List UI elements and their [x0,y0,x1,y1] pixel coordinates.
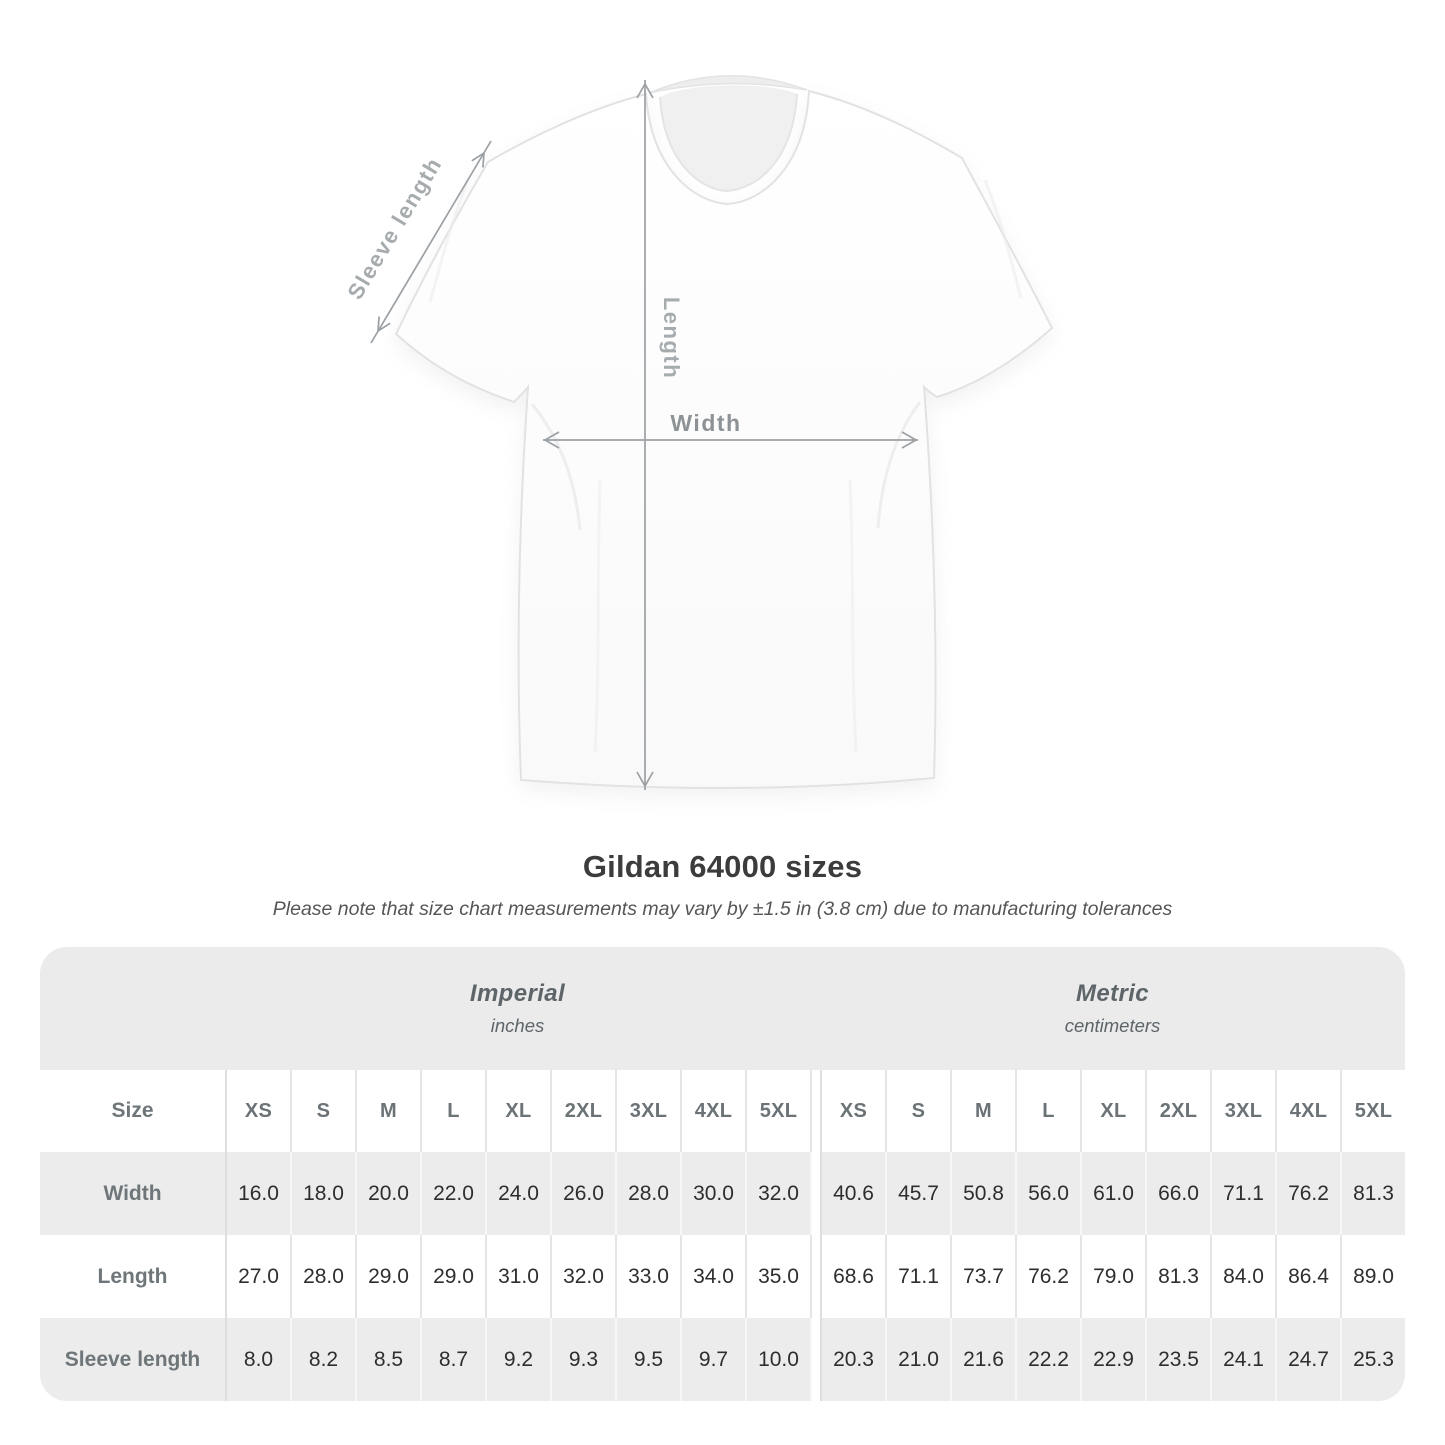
value-cell: 61.0 [1080,1152,1145,1235]
sleeve-length-label: Sleeve length [342,152,447,304]
value-cell: 8.0 [225,1318,290,1401]
value-cell: 24.0 [485,1152,550,1235]
units-header-metric [820,947,1405,1070]
row-label: Sleeve length [64,1347,201,1371]
value-cell: 28.0 [290,1235,355,1318]
value-cell: 22.2 [1015,1318,1080,1401]
value-cell: 20.0 [355,1152,420,1235]
value-cell: 50.8 [950,1152,1015,1235]
value-cell: 81.3 [1145,1235,1210,1318]
value-cell: 22.0 [420,1152,485,1235]
measurement-row [40,1235,1405,1318]
size-header-cell: XL [1080,1070,1145,1152]
value-cell: 66.0 [1145,1152,1210,1235]
value-cell: 29.0 [420,1235,485,1318]
value-cell: 16.0 [225,1152,290,1235]
value-cell: 21.0 [885,1318,950,1401]
size-header-cell: 5XL [1340,1070,1405,1152]
size-header-cell: XS [820,1070,885,1152]
value-cell: 21.6 [950,1318,1015,1401]
value-cell: 76.2 [1275,1152,1340,1235]
imperial-sublabel: inches [490,1015,545,1036]
size-header-cell: 2XL [1145,1070,1210,1152]
metric-label: Metric [1075,980,1150,1007]
value-cell: 89.0 [1340,1235,1405,1318]
value-cell: 22.9 [1080,1318,1145,1401]
value-cell: 81.3 [1340,1152,1405,1235]
size-header-cell: M [355,1070,420,1152]
value-cell: 40.6 [820,1152,885,1235]
value-cell: 24.1 [1210,1318,1275,1401]
value-cell: 33.0 [615,1235,680,1318]
value-cell: 23.5 [1145,1318,1210,1401]
value-cell: 73.7 [950,1235,1015,1318]
value-cell: 34.0 [680,1235,745,1318]
value-cell: 9.5 [615,1318,680,1401]
size-corner-label: Size [111,1099,154,1122]
page-subtitle: Please note that size chart measurements may vary by ±1.5 in (3.8 cm) due to manufacturing tolerances [272,898,1173,920]
size-header-cell: XS [225,1070,290,1152]
size-header-cell: S [885,1070,950,1152]
value-cell: 9.7 [680,1318,745,1401]
size-header-cell: 5XL [745,1070,810,1152]
group-divider [810,1318,820,1401]
size-header-cell: 4XL [1275,1070,1340,1152]
value-cell: 26.0 [550,1152,615,1235]
size-table [40,947,1405,1401]
units-header-imperial [225,947,810,1070]
value-cell: 10.0 [745,1318,810,1401]
group-divider [810,1235,820,1318]
size-header-row [40,1070,1405,1152]
value-cell: 9.3 [550,1318,615,1401]
size-header-cell: 4XL [680,1070,745,1152]
value-cell: 25.3 [1340,1318,1405,1401]
value-cell: 71.1 [1210,1152,1275,1235]
value-cell: 35.0 [745,1235,810,1318]
units-gap [810,947,820,1070]
size-header-cell: L [420,1070,485,1152]
row-label: Length [97,1264,168,1288]
imperial-label: Imperial [469,980,566,1007]
value-cell: 84.0 [1210,1235,1275,1318]
value-cell: 30.0 [680,1152,745,1235]
value-cell: 27.0 [225,1235,290,1318]
value-cell: 56.0 [1015,1152,1080,1235]
value-cell: 20.3 [820,1318,885,1401]
size-header-cell: 3XL [1210,1070,1275,1152]
value-cell: 9.2 [485,1318,550,1401]
value-cell: 71.1 [885,1235,950,1318]
value-cell: 29.0 [355,1235,420,1318]
size-header-cell: 3XL [615,1070,680,1152]
value-cell: 45.7 [885,1152,950,1235]
value-cell: 32.0 [745,1152,810,1235]
value-cell: 28.0 [615,1152,680,1235]
group-divider [810,1070,820,1152]
tshirt-neck-opening [660,85,797,191]
value-cell: 86.4 [1275,1235,1340,1318]
value-cell: 68.6 [820,1235,885,1318]
group-divider [810,1152,820,1235]
value-cell: 31.0 [485,1235,550,1318]
width-label: Width [670,410,742,436]
size-header-cell: XL [485,1070,550,1152]
length-label: Length [659,296,684,380]
row-label: Width [103,1181,162,1205]
value-cell: 8.5 [355,1318,420,1401]
value-cell: 79.0 [1080,1235,1145,1318]
value-cell: 76.2 [1015,1235,1080,1318]
page-title: Gildan 64000 sizes [582,849,863,884]
units-header-row [40,947,1405,1070]
value-cell: 8.7 [420,1318,485,1401]
size-header-cell: S [290,1070,355,1152]
value-cell: 8.2 [290,1318,355,1401]
size-header-cell: L [1015,1070,1080,1152]
value-cell: 18.0 [290,1152,355,1235]
size-table-body [40,1070,1405,1401]
metric-sublabel: centimeters [1064,1015,1161,1036]
units-corner-spacer [40,947,225,1070]
value-cell: 24.7 [1275,1318,1340,1401]
measurement-row [40,1152,1405,1235]
measurement-row [40,1318,1405,1401]
value-cell: 32.0 [550,1235,615,1318]
size-header-cell: 2XL [550,1070,615,1152]
size-header-cell: M [950,1070,1015,1152]
